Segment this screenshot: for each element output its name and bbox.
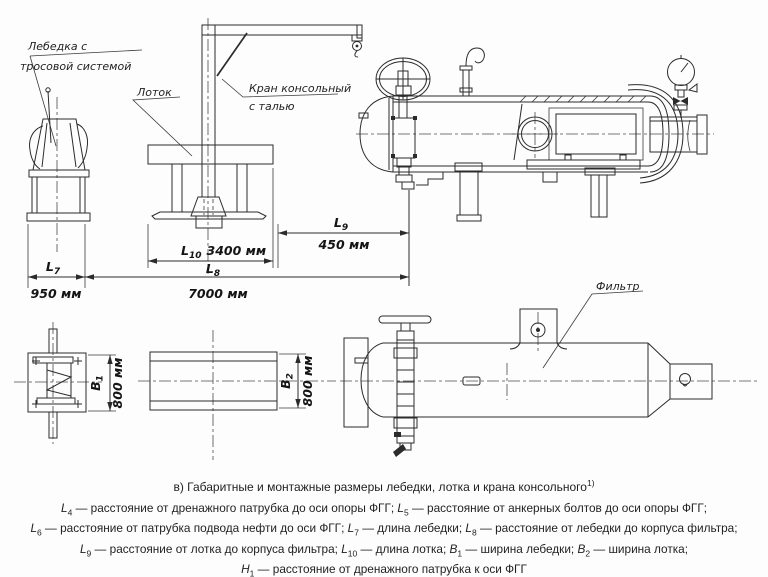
dim-B2-label: $B_2$ [278,373,296,389]
vent-hook-pipe [460,48,484,96]
crane-and-tray-front-view [133,18,362,274]
tray-top-view [138,330,336,460]
dim-B1-label: $B_1$ [88,375,106,391]
crane-label-line1: Кран консольный [249,82,352,95]
filter-outlet-nozzle [670,364,712,399]
pressure-gauge [668,55,698,118]
winch-top-view [14,322,125,444]
dimension-legend [0,500,768,577]
gate-valve-handwheel [376,58,443,189]
filter-valve-assembly [379,316,431,457]
footnote-marker: 1) [586,478,595,488]
dim-B1-value: 800 мм [110,357,125,409]
dim-L7-label: $L_7$ [45,259,61,277]
tray-label-leader [133,97,192,156]
legend-line-2: $L_6$ — расстояние от патрубка подвода нефти до оси ФГГ; $L_7$ — длина лебедки; $L_8$ — расстояние от лебедки до корпуса фильтра; [30,521,738,538]
winch-label-line1: Лебедка с [28,40,88,53]
filter-label-leader [543,291,643,368]
winch-label-line2: тросовой системой [20,60,132,73]
legend-line-4: $H_1$ — расстояние от дренажного патрубка к оси ФГГ [241,562,527,577]
crane-label-line2: с талью [249,100,295,113]
tray-label: Лоток [137,86,172,99]
legend-line-3: $L_9$ — расстояние от лотка до корпуса фильтра; $L_{10}$ — длина лотка; $B_1$ — ширина лебедки; $B_2$ — ширина лотка; [79,541,688,559]
outlet-pipe [650,115,707,154]
crane-brace [217,33,247,76]
filter-top-view [340,280,758,457]
winch-front-view [20,40,142,252]
legend-line-1: $L_4$ — расстояние от дренажного патрубка до оси опоры ФГГ; $L_5$ — расстояние от анкерных болтов до оси опоры ФГГ; [61,501,707,518]
dim-L9-value: 450 мм [318,237,370,252]
dim-B2-value: 800 мм [300,355,315,407]
dim-L7-value: 950 мм [30,286,82,301]
dim-L10-label: $L_{10}$ 3400 мм [181,243,267,261]
dim-L8-value: 7000 мм [188,286,248,301]
crane-jib [202,25,362,35]
tray-body [148,145,273,164]
dim-L9-label: $L_9$ [333,215,349,233]
filter-label: Фильтр [596,280,640,293]
figure-caption: в) Габаритные и монтажные размеры лебедки, лотка и крана консольного$^{1)}$ [173,478,595,494]
fgg-vessel-side-view [356,48,714,286]
dim-L8-label: $L_8$ [205,261,221,279]
manhole [512,112,558,158]
drain-nozzle [396,175,412,182]
